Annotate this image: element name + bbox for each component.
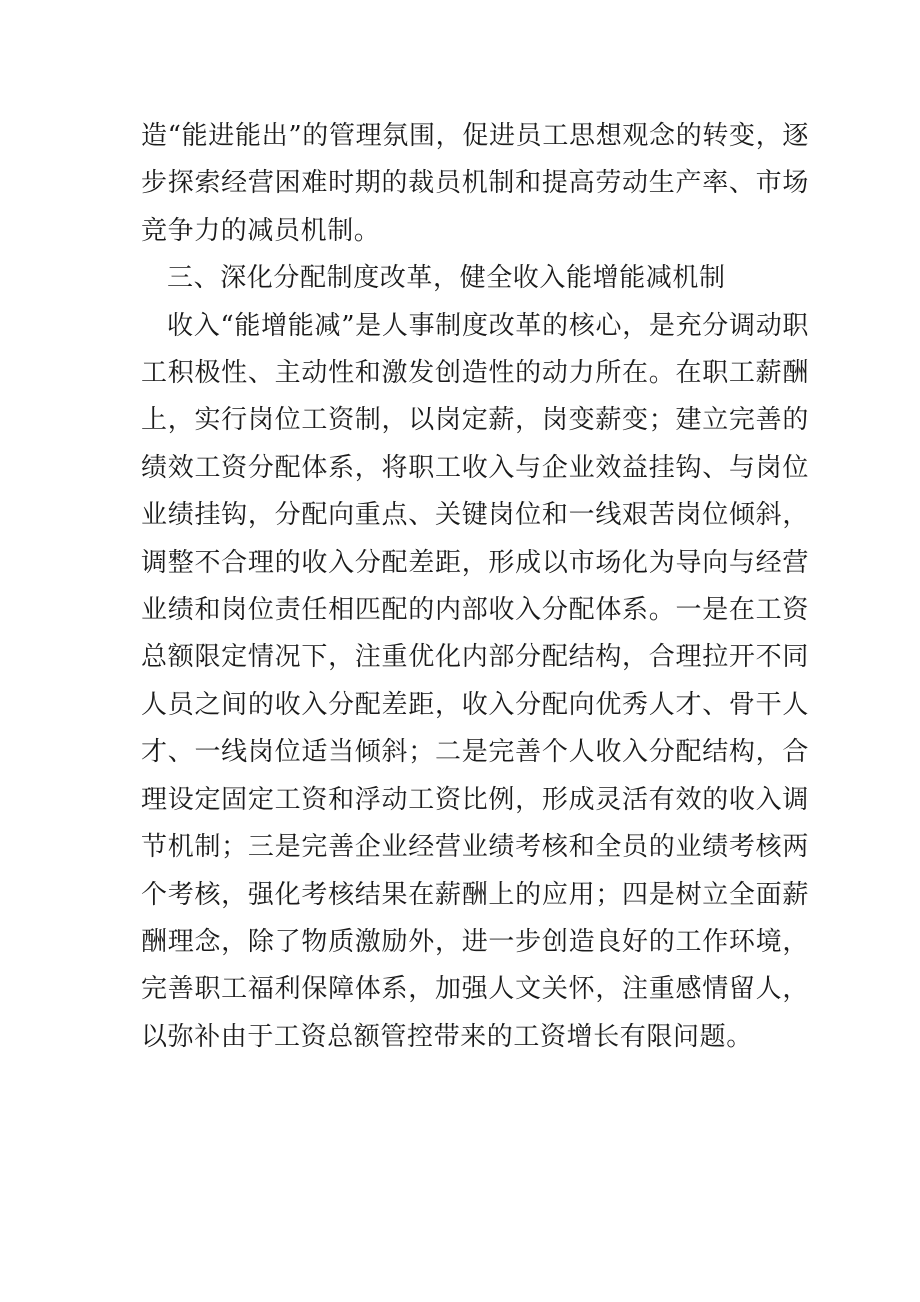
paragraph-continuation: 造“能进能出”的管理氛围，促进员工思想观念的转变，逐步探索经营困难时期的裁员机制和提高劳动生产率、市场竞争力的减员机制。 (141, 121, 809, 246)
document-content (141, 113, 809, 1061)
paragraph-body: 收入“能增能减”是人事制度改革的核心，是充分调动职工积极性、主动性和激发创造性的动力所在。在职工薪酬上，实行岗位工资制，以岗定薪，岗变薪变；建立完善的绩效工资分配体系，将职工收入与企业效益挂钩、与岗位业绩挂钩，分配向重点、关键岗位和一线艰苦岗位倾斜，调整不合理的收入分配差距，形成以市场化为导向与经营业绩和岗位责任相匹配的内部收入分配体系。一是在工资总额限定情况下，注重优化内部分配结构，合理拉开不同人员之间的收入分配差距，收入分配向优秀人才、骨干人才、一线岗位适当倾斜；二是完善个人收入分配结构，合理设定固定工资和浮动工资比例，形成灵活有效的收入调节机制；三是完善企业经营业绩考核和全员的业绩考核两个考核，强化考核结果在薪酬上的应用；四是树立全面薪酬理念，除了物质激励外，进一步创造良好的工作环境，完善职工福利保障体系，加强人文关怀，注重感情留人，以弥补由于工资总额管控带来的工资增长有限问题。 (141, 310, 809, 1052)
section-heading: 三、深化分配制度改革，健全收入能增能减机制 (167, 263, 726, 294)
